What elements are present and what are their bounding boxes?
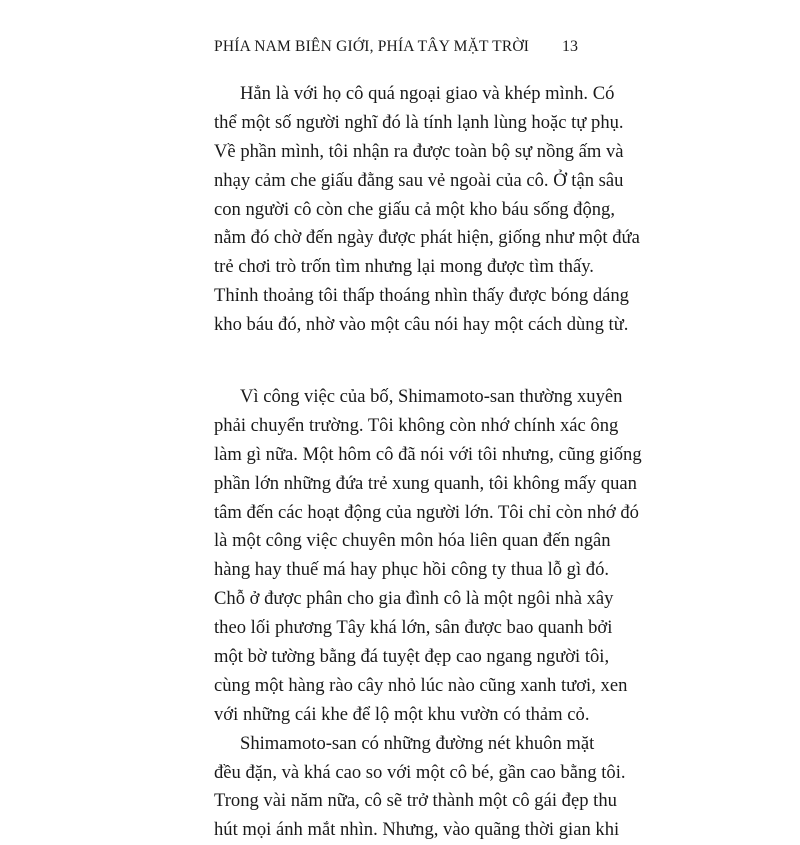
text-line: Về phần mình, tôi nhận ra được toàn bộ sự nồng ấm và: [214, 140, 624, 162]
text-line: Trong vài năm nữa, cô sẽ trở thành một cô gái đẹp thu: [214, 790, 617, 812]
text-line: hàng hay thuế má hay phục hồi công ty thua lỗ gì đó.: [214, 559, 610, 581]
text-line: phải chuyển trường. Tôi không còn nhớ chính xác ông: [214, 414, 619, 436]
section-break: [214, 340, 584, 383]
running-title: PHÍA NAM BIÊN GIỚI, PHÍA TÂY MẶT TRỜI: [214, 38, 530, 55]
text-line: là một công việc chuyên môn hóa liên quan đến ngân: [214, 530, 611, 552]
paragraph-2: [214, 383, 642, 730]
text-line: Vì công việc của bố, Shimamoto-san thường xuyên: [240, 386, 623, 408]
text-line: một bờ tường bằng đá tuyệt đẹp cao ngang người tôi,: [214, 646, 610, 668]
text-line: Shimamoto-san có những đường nét khuôn mặt: [240, 732, 595, 754]
text-line: hút mọi ánh mắt nhìn. Nhưng, vào quãng thời gian khi: [214, 819, 620, 841]
text-line: kho báu đó, nhờ vào một câu nói hay một cách dùng từ.: [214, 314, 629, 336]
text-line: trẻ chơi trò trốn tìm nhưng lại mong được tìm thấy.: [214, 256, 594, 278]
page-number: 13: [562, 38, 578, 55]
text-line: nằm đó chờ đến ngày được phát hiện, giống như một đứa: [214, 227, 640, 249]
text-line: Chỗ ở được phân cho gia đình cô là một ngôi nhà xây: [214, 588, 614, 610]
text-line: phần lớn những đứa trẻ xung quanh, tôi không mấy quan: [214, 472, 637, 494]
text-line: con người cô còn che giấu cả một kho báu sống động,: [214, 198, 615, 220]
paragraph-1: [214, 80, 640, 340]
text-line: Hẳn là với họ cô quá ngoại giao và khép mình. Có: [240, 83, 615, 104]
text-line: làm gì nữa. Một hôm cô đã nói với tôi nhưng, cũng giống: [214, 443, 642, 465]
running-header: [214, 38, 578, 66]
body-text: [214, 80, 642, 845]
text-line: với những cái khe để lộ một khu vườn có thảm cỏ.: [214, 703, 590, 725]
paragraph-3: [214, 730, 626, 845]
text-line: tâm đến các hoạt động của người lớn. Tôi chỉ còn nhớ đó: [214, 501, 639, 523]
text-line: Thỉnh thoảng tôi thấp thoáng nhìn thấy được bóng dáng: [214, 285, 629, 307]
text-line: theo lối phương Tây khá lớn, sân được bao quanh bởi: [214, 617, 613, 639]
text-line: thể một số người nghĩ đó là tính lạnh lùng hoặc tự phụ.: [214, 111, 624, 133]
text-line: nhạy cảm che giấu đằng sau vẻ ngoài của cô. Ở tận sâu: [214, 169, 624, 191]
text-line: cùng một hàng rào cây nhỏ lúc nào cũng xanh tươi, xen: [214, 674, 628, 696]
text-line: đều đặn, và khá cao so với một cô bé, gần cao bằng tôi.: [214, 761, 626, 783]
